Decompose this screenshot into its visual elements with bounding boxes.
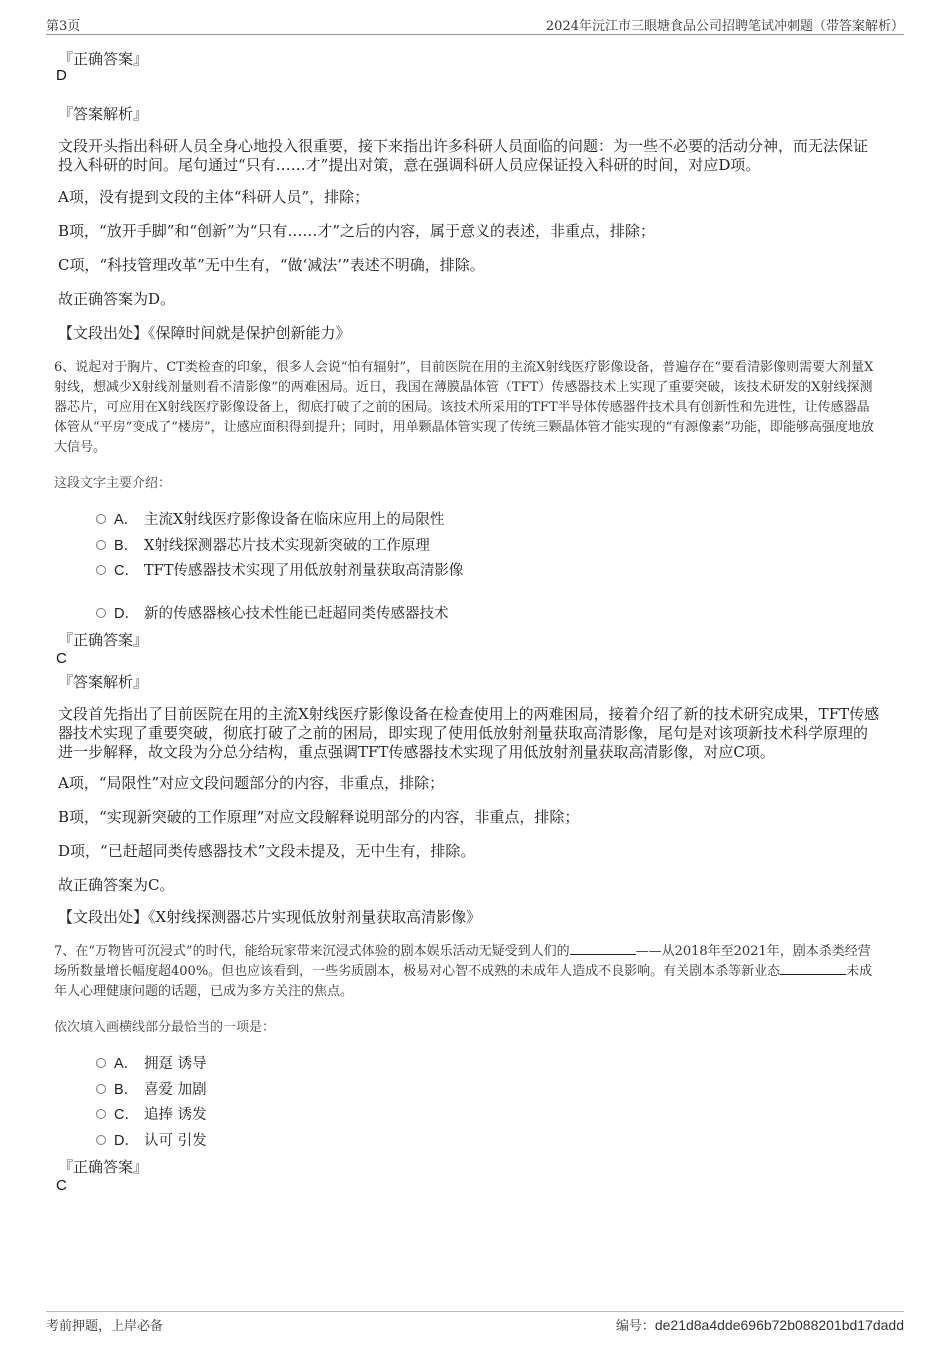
radio-icon[interactable]	[96, 1135, 106, 1145]
correct-answer: D	[56, 67, 67, 84]
option-c[interactable]: C． 追捧 诱发	[96, 1103, 207, 1123]
option-c[interactable]: C． TFT传感器技术实现了用低放射剂量获取高清影像	[96, 559, 463, 579]
question-text-line: 场所数量增长幅度超400%。但也应该看到，一些劣质剧本，极易对心智不成熟的未成年人造成不良影响。有关剧本杀等新业态 未成	[54, 964, 873, 979]
question-text-line: 体管从“平房”变成了“楼房”，让感应面积得到提升；同时，用单颗晶体管实现了传统三颗晶体管才能实现的“有源像素”功能，即能够高强度地放	[54, 420, 874, 435]
option-analysis-a: A项，“局限性”对应文段问题部分的内容，非重点，排除；	[58, 774, 445, 792]
analysis-text-line: 投入科研的时间。尾句通过“只有……才”提出对策，意在强调科研人员应保证投入科研的时间，对应D项。	[58, 156, 761, 174]
option-a[interactable]: A． 拥趸 诱导	[96, 1052, 207, 1072]
page-footer	[46, 1311, 904, 1336]
question-text-line: 大信号。	[54, 440, 107, 455]
page-number: 第3页	[46, 19, 81, 34]
analysis-text-line: 文段开头指出科研人员全身心地投入很重要，接下来指出许多科研人员面临的问题：为一些不必要的活动分神，而无法保证	[58, 137, 869, 155]
question-text-line: 7、在“万物皆可沉浸式”的时代，能给玩家带来沉浸式体验的剧本娱乐活动无疑受到人们的 ——从2018年至2021年，剧本杀类经营	[54, 944, 871, 959]
question-text-line: 射线，想减少X射线剂量则看不清影像”的两难困局。近日，我国在薄膜晶体管（TFT）传感器技术上实现了重要突破，该技术研发的X射线探测	[54, 380, 873, 395]
correct-answer: C	[56, 1177, 67, 1194]
document-code: 编号：de21d8a4dde696b72b088201bd17dadd	[615, 1317, 904, 1334]
answer-label: 『正确答案』	[58, 50, 149, 68]
question-prompt: 这段文字主要介绍：	[54, 476, 172, 491]
answer-label: 『正确答案』	[58, 631, 149, 649]
radio-icon[interactable]	[96, 1084, 106, 1094]
option-d[interactable]: D． 新的传感器核心技术性能已赶超同类传感器技术	[96, 602, 449, 622]
correct-answer: C	[56, 650, 67, 667]
option-analysis-a: A项，没有提到文段的主体“科研人员”，排除；	[58, 188, 370, 206]
analysis-label: 『答案解析』	[58, 673, 149, 691]
answer-label: 『正确答案』	[58, 1158, 149, 1176]
option-analysis-d: D项，“已赶超同类传感器技术”文段未提及，无中生有，排除。	[58, 842, 476, 860]
radio-icon[interactable]	[96, 540, 106, 550]
analysis-text-line: 进一步解释，故文段为分总分结构，重点强调TFT传感器技术实现了用低放射剂量获取高清影像，对应C项。	[58, 743, 775, 761]
option-analysis-b: B项，“实现新突破的工作原理”对应文段解释说明部分的内容，非重点，排除；	[58, 808, 580, 826]
question-prompt: 依次填入画横线部分最恰当的一项是：	[54, 1020, 276, 1035]
question-text-line: 6、说起对于胸片、CT类检查的印象，很多人会说“怕有辐射”，目前医院在用的主流X射线医疗影像设备，普遍存在“要看清影像则需要大剂量X	[54, 360, 874, 375]
page-header	[46, 12, 904, 35]
fill-blank	[570, 942, 636, 955]
analysis-text-line: 器技术实现了重要突破，彻底打破了之前的困局，即实现了使用低放射剂量获取高清影像，尾句是对该项新技术科学原理的	[58, 724, 869, 742]
analysis-label: 『答案解析』	[58, 105, 149, 123]
option-a[interactable]: A． 主流X射线医疗影像设备在临床应用上的局限性	[96, 508, 444, 528]
document-title: 2024年沅江市三眼塘食品公司招聘笔试冲刺题（带答案解析）	[545, 19, 904, 34]
conclusion: 故正确答案为D。	[58, 290, 176, 308]
radio-icon[interactable]	[96, 608, 106, 618]
fill-blank	[780, 962, 846, 975]
radio-icon[interactable]	[96, 1058, 106, 1068]
option-b[interactable]: B． 喜爱 加剧	[96, 1078, 207, 1098]
source-citation: 【文段出处】《保障时间就是保护创新能力》	[58, 324, 351, 342]
question-text-line: 器芯片，可应用在X射线医疗影像设备上，彻底打破了之前的困局。该技术所采用的TFT半导体传感器件技术具有创新性和先进性，让传感器晶	[54, 400, 870, 415]
option-analysis-c: C项，“科技管理改革”无中生有，“做‘减法’”表述不明确，排除。	[58, 256, 485, 274]
analysis-text-line: 文段首先指出了目前医院在用的主流X射线医疗影像设备在检查使用上的两难困局，接着介绍了新的技术研究成果，TFT传感	[58, 705, 880, 723]
source-citation: 【文段出处】《X射线探测器芯片实现低放射剂量获取高清影像》	[58, 908, 482, 926]
option-analysis-b: B项，“放开手脚”和“创新”为“只有……才”之后的内容，属于意义的表述，非重点，排除；	[58, 222, 656, 240]
radio-icon[interactable]	[96, 1109, 106, 1119]
radio-icon[interactable]	[96, 514, 106, 524]
option-b[interactable]: B． X射线探测器芯片技术实现新突破的工作原理	[96, 534, 430, 554]
footer-slogan: 考前押题，上岸必备	[46, 1319, 164, 1334]
conclusion: 故正确答案为C。	[58, 876, 175, 894]
radio-icon[interactable]	[96, 565, 106, 575]
question-text-line: 年人心理健康问题的话题，已成为多方关注的焦点。	[54, 984, 354, 999]
option-d[interactable]: D． 认可 引发	[96, 1129, 207, 1149]
